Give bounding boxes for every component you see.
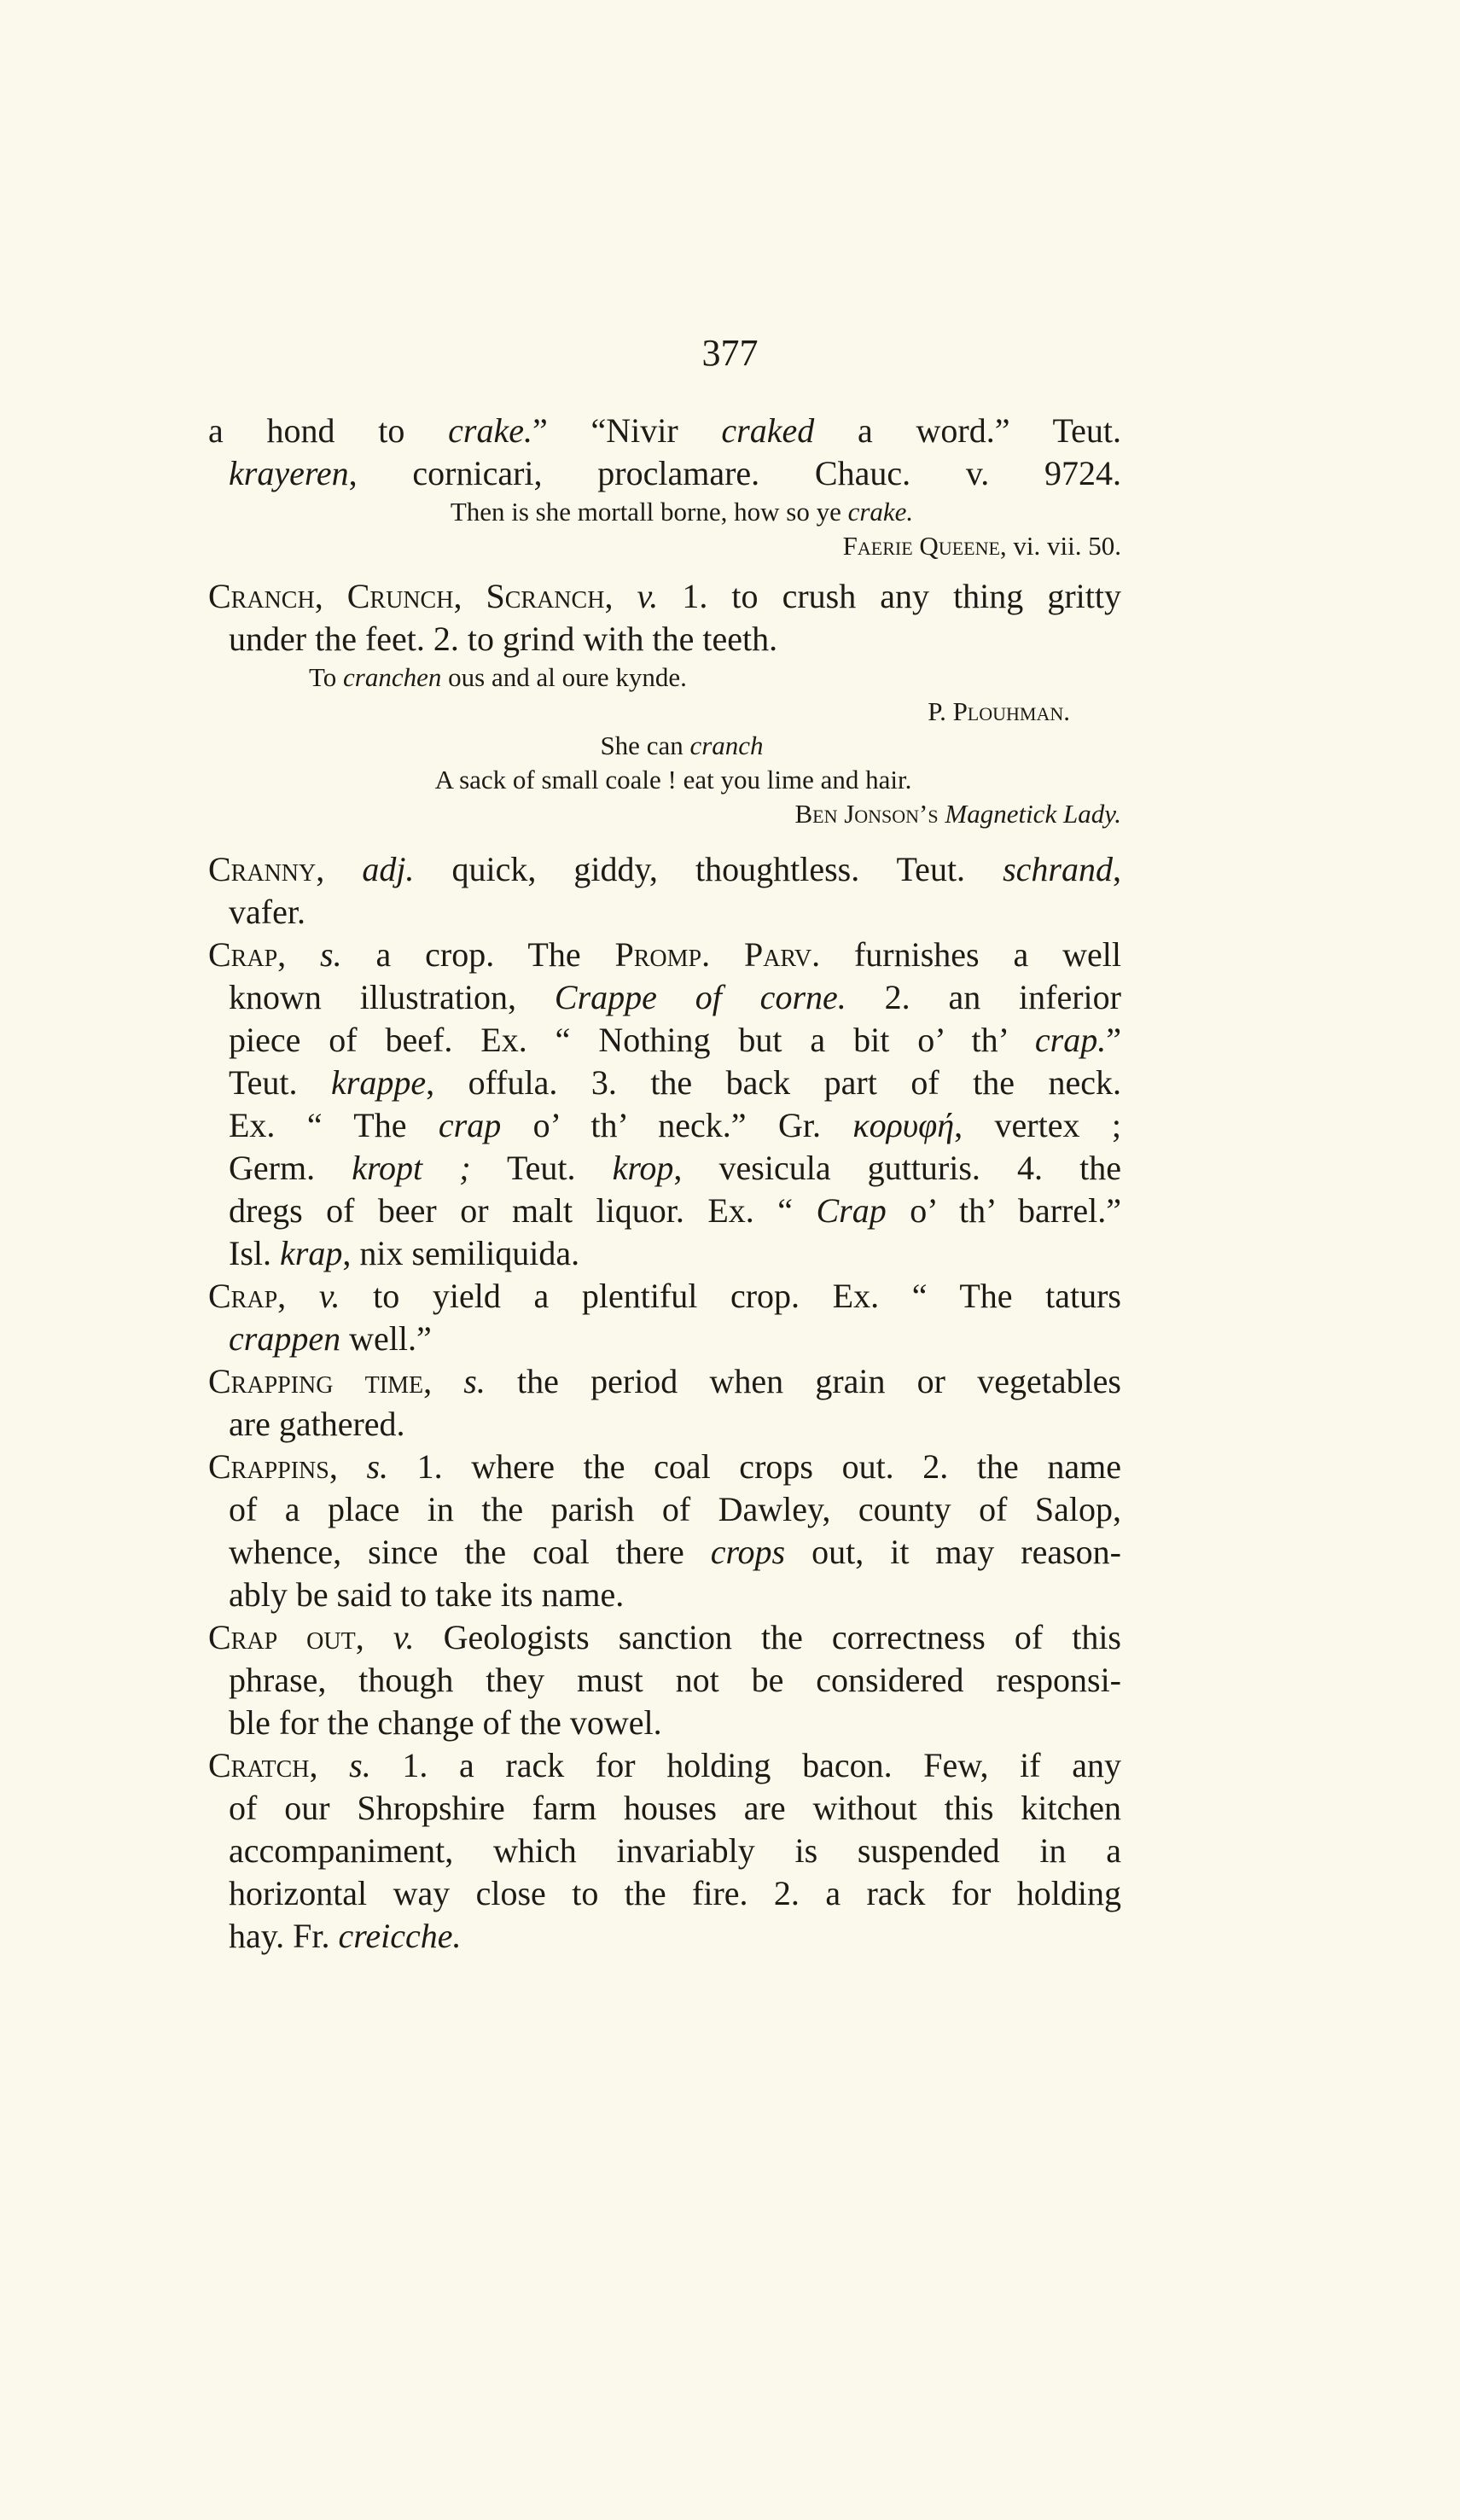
italic-text: adj. bbox=[362, 850, 415, 888]
entry-headword-line bbox=[208, 1616, 1121, 1659]
italic-text: κορυφή bbox=[852, 1106, 955, 1144]
small-caps-text: Cratch bbox=[208, 1746, 310, 1784]
entry-headword-line bbox=[208, 575, 1121, 618]
text-run: of our Shropshire farm houses are without this kitchen bbox=[229, 1789, 1121, 1827]
text-line bbox=[208, 1659, 1121, 1702]
italic-text: v. bbox=[637, 577, 659, 615]
text-run: To bbox=[309, 662, 344, 692]
small-caps-text: P. Plouhman bbox=[928, 696, 1064, 726]
small-caps-text: Crappins bbox=[208, 1447, 329, 1486]
quotation-attribution bbox=[208, 529, 1121, 563]
text-line bbox=[208, 1062, 1121, 1104]
small-caps-text: Crap out bbox=[208, 1618, 356, 1656]
text-run: Teut. bbox=[470, 1149, 613, 1187]
small-caps-text: Crapping time bbox=[208, 1362, 424, 1400]
text-run: ” “Nivir bbox=[532, 411, 722, 450]
italic-text: kropt ; bbox=[352, 1149, 471, 1187]
italic-text: v. bbox=[318, 1277, 340, 1315]
quotation-attribution bbox=[208, 695, 1121, 729]
text-run: under the feet. 2. to grind with the teeth. bbox=[229, 620, 778, 658]
text-run: phrase, though they must not be considered responsi- bbox=[229, 1661, 1121, 1699]
small-caps-text: Cranny bbox=[208, 850, 317, 888]
text-run: a word.” Teut. bbox=[814, 411, 1121, 450]
quotation-line bbox=[208, 661, 1121, 695]
italic-text: s. bbox=[366, 1447, 389, 1486]
quotation-line bbox=[208, 495, 1121, 529]
italic-text: krop bbox=[612, 1149, 674, 1187]
text-run: , nix semiliquida. bbox=[342, 1234, 580, 1272]
text-run: , cornicari, proclamare. Chauc. v. 9724. bbox=[348, 454, 1121, 492]
text-run: , vesicula gutturis. 4. the bbox=[673, 1149, 1121, 1187]
text-run: , bbox=[423, 1362, 464, 1400]
text-run: accompaniment, which invariably is suspended in a bbox=[229, 1831, 1121, 1870]
text-run: o’ th’ neck.” Gr. bbox=[501, 1106, 853, 1144]
text-run: A sack of small coale ! eat you lime and hair. bbox=[434, 765, 912, 794]
text-run: 2. an inferior bbox=[846, 978, 1121, 1016]
text-line bbox=[208, 1488, 1121, 1531]
quotation-attribution bbox=[208, 797, 1121, 831]
text-run: 1. a rack for holding bacon. Few, if any bbox=[370, 1746, 1122, 1784]
text-run: . bbox=[1063, 696, 1070, 726]
italic-text: crake. bbox=[448, 411, 532, 450]
text-line bbox=[208, 1830, 1121, 1872]
italic-text: crops bbox=[710, 1533, 786, 1571]
text-run: hay. Fr. bbox=[229, 1917, 339, 1955]
text-run: Isl. bbox=[229, 1234, 280, 1272]
text-run: Germ. bbox=[229, 1149, 352, 1187]
text-line bbox=[208, 1702, 1121, 1744]
text-line bbox=[208, 1019, 1121, 1062]
italic-text: crappen bbox=[229, 1319, 341, 1358]
text-run: , vi. vii. 50. bbox=[999, 531, 1121, 561]
entry-headword-line bbox=[208, 848, 1121, 891]
small-caps-text: Cranch, Crunch, Scranch bbox=[208, 577, 605, 615]
text-run: , vertex ; bbox=[954, 1106, 1122, 1144]
text-run: dregs of beer or malt liquor. Ex. “ bbox=[229, 1191, 817, 1230]
small-caps-text: Crap bbox=[208, 935, 278, 974]
entry-headword-line bbox=[208, 1446, 1121, 1488]
text-run: o’ th’ barrel.” bbox=[886, 1191, 1121, 1230]
entry-headword-line bbox=[208, 1275, 1121, 1318]
text-run: the period when grain or vegetables bbox=[485, 1362, 1121, 1400]
text-run: a crop. The bbox=[341, 935, 615, 974]
text-run: whence, since the coal there bbox=[229, 1533, 711, 1571]
text-run: are gathered. bbox=[229, 1405, 405, 1443]
text-run: , bbox=[309, 1746, 350, 1784]
text-line bbox=[208, 1403, 1121, 1446]
italic-text: cranch bbox=[689, 730, 764, 760]
text-line bbox=[208, 1574, 1121, 1616]
italic-text: craked bbox=[721, 411, 815, 450]
text-run: , bbox=[355, 1618, 393, 1656]
text-run: 1. to crush any thing gritty bbox=[658, 577, 1122, 615]
page-number: 377 bbox=[701, 332, 759, 374]
text-line bbox=[208, 891, 1121, 934]
italic-text: krap bbox=[280, 1234, 343, 1272]
text-run: , bbox=[604, 577, 637, 615]
text-run: vafer. bbox=[229, 893, 305, 931]
entry-headword-line bbox=[208, 1360, 1121, 1403]
text-line bbox=[208, 1104, 1121, 1147]
small-caps-text: Crap bbox=[208, 1277, 278, 1315]
italic-text: Crappe of corne. bbox=[554, 978, 846, 1016]
italic-text: krayeren bbox=[229, 454, 349, 492]
text-run: , bbox=[277, 1277, 319, 1315]
text-run: , bbox=[316, 850, 363, 888]
text-run: known illustration, bbox=[229, 978, 555, 1016]
text-run: Teut. bbox=[229, 1063, 331, 1102]
text-line bbox=[208, 1787, 1121, 1830]
text-line bbox=[208, 452, 1121, 495]
quotation-line bbox=[208, 729, 1121, 763]
entry-headword-line bbox=[208, 934, 1121, 976]
small-caps-text: Ben Jonson’s bbox=[794, 799, 939, 829]
text-run: quick, giddy, thoughtless. Teut. bbox=[414, 850, 1003, 888]
text-run: , bbox=[1113, 850, 1121, 888]
dictionary-text bbox=[208, 410, 1121, 1958]
quotation-line bbox=[208, 763, 1121, 797]
italic-text: crap. bbox=[1034, 1021, 1107, 1059]
text-run: piece of beef. Ex. “ Nothing but a bit o’ th’ bbox=[229, 1021, 1035, 1059]
italic-text: s. bbox=[349, 1746, 371, 1784]
italic-text: crap bbox=[438, 1106, 502, 1144]
text-run: ably be said to take its name. bbox=[229, 1575, 625, 1614]
text-line bbox=[208, 1232, 1121, 1275]
text-run: , offula. 3. the back part of the neck. bbox=[426, 1063, 1121, 1102]
italic-text: creicche. bbox=[338, 1917, 462, 1955]
text-line bbox=[208, 1147, 1121, 1190]
italic-text: cranchen bbox=[343, 662, 442, 692]
text-line bbox=[208, 1190, 1121, 1232]
text-run: She can bbox=[600, 730, 690, 760]
small-caps-text: Promp. Parv bbox=[614, 935, 812, 974]
text-line bbox=[208, 1872, 1121, 1915]
italic-text: crake. bbox=[847, 497, 914, 527]
text-run: out, it may reason- bbox=[785, 1533, 1122, 1571]
italic-text: s. bbox=[320, 935, 342, 974]
small-caps-text: Faerie Queene bbox=[842, 531, 1000, 561]
text-run: , bbox=[329, 1447, 367, 1486]
italic-text: v. bbox=[393, 1618, 415, 1656]
text-run: of a place in the parish of Dawley, county of Salop, bbox=[229, 1490, 1121, 1528]
text-run: Then is she mortall borne, how so ye bbox=[450, 497, 848, 527]
text-run: to yield a plentiful crop. Ex. “ The taturs bbox=[340, 1277, 1122, 1315]
text-run: ” bbox=[1106, 1021, 1121, 1059]
text-run: , bbox=[277, 935, 321, 974]
text-run: well.” bbox=[340, 1319, 432, 1358]
text-run: ble for the change of the vowel. bbox=[229, 1703, 662, 1742]
text-run: Ex. “ The bbox=[229, 1106, 439, 1144]
text-run: 1. where the coal crops out. 2. the name bbox=[388, 1447, 1122, 1486]
italic-text: Crap bbox=[816, 1191, 887, 1230]
text-run: . furnishes a well bbox=[811, 935, 1122, 974]
italic-text: krappe bbox=[331, 1063, 427, 1102]
text-run: Geologists sanction the correctness of this bbox=[414, 1618, 1121, 1656]
italic-text: Magnetick Lady. bbox=[945, 799, 1121, 829]
text-line bbox=[208, 1531, 1121, 1574]
text-run: ous and al oure kynde. bbox=[441, 662, 687, 692]
text-line bbox=[208, 410, 1121, 452]
text-line bbox=[208, 976, 1121, 1019]
text-line bbox=[208, 618, 1121, 661]
text-line bbox=[208, 1915, 1121, 1958]
text-line bbox=[208, 1318, 1121, 1360]
italic-text: schrand bbox=[1003, 850, 1113, 888]
entry-headword-line bbox=[208, 1744, 1121, 1787]
text-run: a hond to bbox=[208, 411, 449, 450]
italic-text: s. bbox=[463, 1362, 486, 1400]
text-run: horizontal way close to the fire. 2. a rack for holding bbox=[229, 1874, 1121, 1912]
